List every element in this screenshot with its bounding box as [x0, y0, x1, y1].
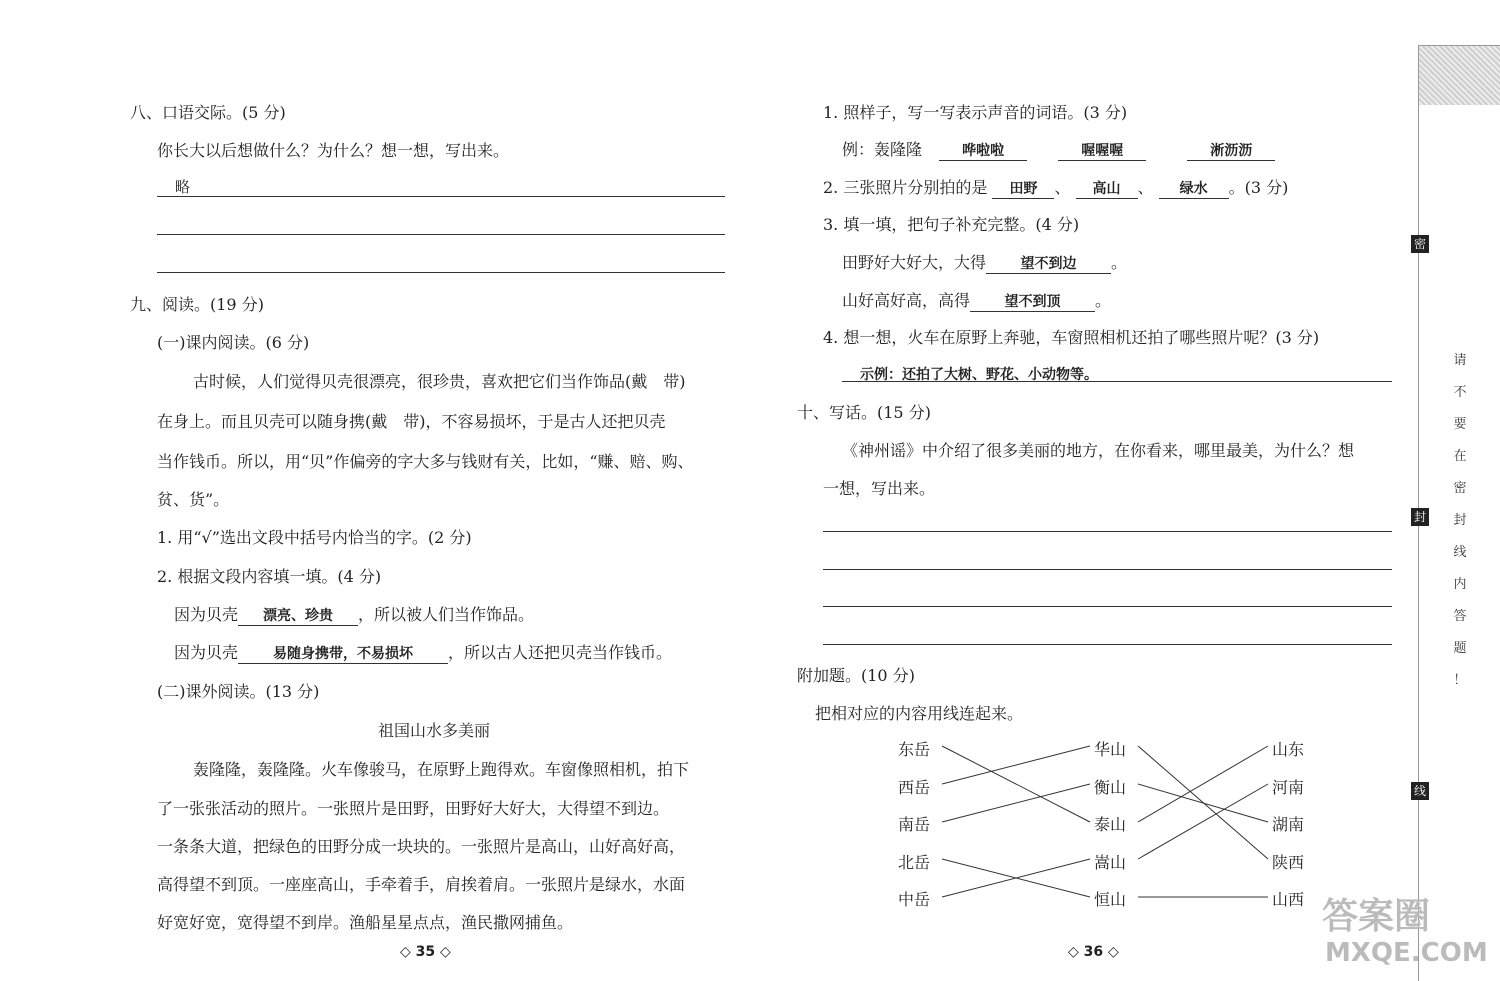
article-line: 了一张张活动的照片。一张照片是田野，田野好大好大，大得望不到边。 — [157, 799, 670, 818]
province-name: 山东 — [1272, 740, 1305, 759]
mountain-name: 华山 — [1094, 740, 1127, 759]
page-number-left: ◇ 35 ◇ — [400, 944, 451, 960]
section-10-prompt-1: 《神州谣》中介绍了很多美丽的地方，在你看来，哪里最美，为什么？想 — [842, 441, 1355, 460]
q2-prefix: 2. 三张照片分别拍的是 — [823, 178, 988, 197]
section-10-title: 十、写话。(15 分) — [797, 403, 931, 422]
part-1-title: (一)课内阅读。(6 分) — [157, 333, 310, 352]
watermark-url: MXQE.COM — [1325, 938, 1488, 968]
seal-warning — [1450, 345, 1470, 697]
mountain-name: 衡山 — [1094, 778, 1127, 797]
question-2: 2. 根据文段内容填一填。(4 分) — [157, 567, 382, 586]
mountain-name: 嵩山 — [1094, 853, 1127, 872]
sound-answer-3: 淅沥沥 — [1187, 140, 1275, 161]
q3-line-1: 田野好大好大，大得 望不到边 。 — [842, 253, 1128, 272]
right-question-3: 3. 填一填，把句子补充完整。(4 分) — [823, 215, 1080, 234]
right-question-4: 4. 想一想，火车在原野上奔驰，车窗照相机还拍了哪些照片呢？(3 分) — [823, 328, 1320, 347]
note-char: 要 — [1453, 417, 1467, 432]
q3-line-2: 山好高好高，高得 望不到顶 。 — [842, 291, 1112, 310]
article-line: 高得望不到顶。一座座高山，手牵着手，肩挨着肩。一张照片是绿水，水面 — [157, 875, 686, 894]
fill-prefix: 因为贝壳 — [174, 605, 239, 624]
sound-answer-1: 哗啦啦 — [939, 140, 1027, 161]
note-char: 在 — [1453, 449, 1467, 464]
section-8-answer: 略 — [175, 178, 192, 196]
q3-prefix: 山好高好高，高得 — [842, 291, 971, 310]
mountain-alias: 东岳 — [898, 740, 931, 759]
q3-answer-2: 望不到顶 — [970, 291, 1095, 312]
decorative-pattern — [1418, 45, 1500, 107]
photo-answer-3: 绿水 — [1159, 178, 1229, 199]
section-8-title: 八、口语交际。(5 分) — [130, 103, 286, 122]
bonus-question: 把相对应的内容用线连起来。 — [815, 704, 1024, 723]
note-char: 封 — [1453, 513, 1467, 528]
passage-line: 在身上。而且贝壳可以随身携(戴 带)，不容易损坏，于是古人还把贝壳 — [157, 412, 666, 431]
fill-suffix: ，所以被人们当作饰品。 — [358, 605, 535, 624]
note-char: 答 — [1453, 609, 1467, 624]
province-name: 河南 — [1272, 778, 1305, 797]
section-8-question: 你长大以后想做什么？为什么？想一想，写出来。 — [157, 141, 510, 160]
passage-line: 当作钱币。所以，用“贝”作偏旁的字大多与钱财有关，比如，“赚、赔、购、 — [157, 452, 694, 471]
q4-answer: 示例：还拍了大树、野花、小动物等。 — [860, 367, 1098, 383]
article-line: 好宽好宽，宽得望不到岸。渔船星星点点，渔民撒网捕鱼。 — [157, 913, 574, 932]
mountain-name: 恒山 — [1094, 890, 1127, 909]
watermark-logo: 答案圈 — [1322, 896, 1431, 937]
note-char: 题 — [1453, 641, 1467, 656]
match-line — [1138, 746, 1268, 822]
match-line — [1138, 784, 1268, 822]
article-title: 祖国山水多美丽 — [378, 721, 491, 740]
mountain-alias: 中岳 — [898, 890, 931, 909]
seal-mark: 密 — [1411, 235, 1429, 253]
bonus-title: 附加题。(10 分) — [797, 666, 915, 685]
passage-line: 贫、货”。 — [157, 490, 230, 509]
sound-answer-2: 喔喔喔 — [1058, 140, 1146, 161]
photo-answer-2: 高山 — [1076, 178, 1138, 199]
note-char: 内 — [1453, 577, 1467, 592]
seal-mark: 线 — [1411, 782, 1429, 800]
match-line — [942, 784, 1090, 822]
section-10-prompt-2: 一想，写出来。 — [823, 479, 936, 498]
question-1: 1. 用“√”选出文段中括号内恰当的字。(2 分) — [157, 528, 472, 547]
seal-mark: 封 — [1411, 508, 1429, 526]
note-char: 请 — [1453, 353, 1467, 368]
province-name: 陕西 — [1272, 853, 1305, 872]
match-line — [942, 746, 1090, 784]
passage-line: 古时候，人们觉得贝壳很漂亮，很珍贵，喜欢把它们当作饰品(戴 带) — [193, 372, 686, 391]
q3-answer-1: 望不到边 — [986, 253, 1111, 274]
fill-prefix: 因为贝壳 — [174, 643, 239, 662]
photo-answer-1: 田野 — [992, 178, 1054, 199]
fill-answer: 漂亮、珍贵 — [238, 605, 358, 626]
mountain-alias: 北岳 — [898, 853, 931, 872]
note-char: ！ — [1453, 673, 1467, 688]
province-name: 山西 — [1272, 890, 1305, 909]
mountain-alias: 南岳 — [898, 815, 931, 834]
note-char: 不 — [1453, 385, 1467, 400]
right-question-1: 1. 照样子，写一写表示声音的词语。(3 分) — [823, 103, 1128, 122]
page-number-right: ◇ 36 ◇ — [1068, 944, 1119, 960]
match-line — [1138, 784, 1268, 859]
province-name: 湖南 — [1272, 815, 1305, 834]
fill-suffix: ，所以古人还把贝壳当作钱币。 — [448, 643, 673, 662]
q2-suffix: 。(3 分) — [1228, 178, 1289, 197]
q3-prefix: 田野好大好大，大得 — [842, 253, 987, 272]
section-9-title: 九、阅读。(19 分) — [130, 295, 264, 314]
match-line — [942, 746, 1090, 822]
right-question-2: 2. 三张照片分别拍的是 田野 、 高山 、 绿水 。(3 分) — [823, 178, 1289, 197]
article-line: 一条条大道，把绿色的田野分成一块块的。一张照片是高山，山好高好高， — [157, 837, 686, 856]
note-char: 线 — [1453, 545, 1467, 560]
article-line: 轰隆隆，轰隆隆。火车像骏马，在原野上跑得欢。车窗像照相机，拍下 — [193, 760, 690, 779]
note-char: 密 — [1453, 481, 1467, 496]
fill-answer: 易随身携带，不易损坏 — [238, 643, 448, 664]
mountain-name: 泰山 — [1094, 815, 1127, 834]
mountain-alias: 西岳 — [898, 778, 931, 797]
example-label: 例：轰隆隆 — [842, 140, 923, 159]
part-2-title: (二)课外阅读。(13 分) — [157, 682, 320, 701]
